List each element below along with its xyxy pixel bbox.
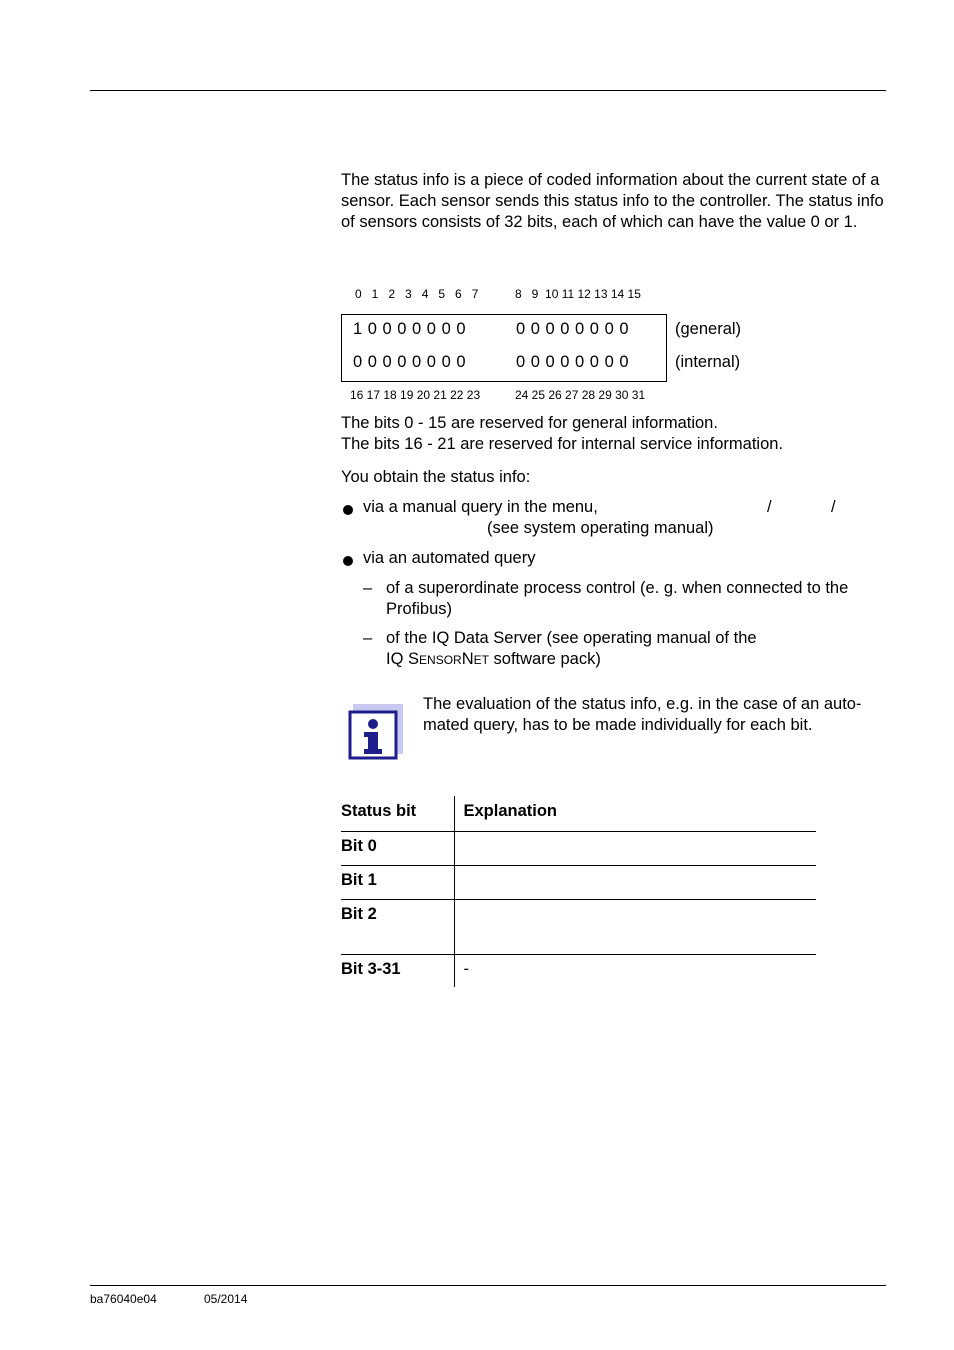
explanation-cell [454,865,816,899]
row-general-b: 0 0 0 0 0 0 0 0 [516,320,629,338]
header-status-bit: Status bit [341,796,454,831]
top-indices-general: 0 1 2 3 4 5 6 7 [355,287,479,301]
footer-date: 05/2014 [204,1292,248,1306]
explanation-cell: - [463,959,469,978]
header-rule [90,90,886,91]
row-general-a: 1 0 0 0 0 0 0 0 [353,320,466,338]
table-row [341,899,816,954]
bullet-manual-line2: (see system operating manual) [487,519,714,537]
explanation-cell [454,831,816,865]
table-row [341,865,816,899]
bullet-automated-query [341,548,886,569]
dash-mark: – [363,579,373,597]
bit-cell: Bit 2 [341,899,454,954]
bullet-slash-2: / [831,498,836,516]
bullet-manual-line1: via a manual query in the menu, [363,498,598,516]
bits-text [341,413,886,455]
dash-sensornet: SensorNet [408,650,489,668]
dash-process-control-text: of a superordinate process control (e. g. when connected to the Profibus) [386,579,849,618]
dash-item-data-server [363,628,886,670]
footer-rule [90,1285,886,1286]
dash-iq: IQ [386,650,409,668]
table-row [341,954,816,987]
dash-mark: – [363,629,373,647]
bit-cell: Bit 0 [341,831,454,865]
top-indices-general-2: 8 9 10 11 12 13 14 15 [515,287,641,301]
bullet-manual-query [341,497,886,539]
bit-cell: Bit 3-31 [341,954,454,987]
bullet-automated-text: via an automated query [363,549,536,567]
row-internal-b: 0 0 0 0 0 0 0 0 [516,353,629,371]
label-general: (general) [675,320,742,338]
bullet-slash-1: / [767,498,772,516]
bottom-indices-b: 24 25 26 27 28 29 30 31 [515,388,646,402]
footer-doc-id: ba76040e04 [90,1292,157,1306]
dash-item-process-control [363,578,886,620]
dash-data-server-line1: of the IQ Data Server (see operating manual of the [386,629,757,647]
bottom-indices-a: 16 17 18 19 20 21 22 23 [350,388,481,402]
intro-paragraph: The status info is a piece of coded information about the current state of a sensor. Each sensor sends this status info to the controller. The status info of sensors consists of 32 bits, each of which can have the value 0 or 1. [341,171,884,231]
header-explanation: Explanation [454,796,816,831]
row-internal-a: 0 0 0 0 0 0 0 0 [353,353,466,371]
explanation-cell [454,899,816,954]
bullet-dot [343,505,353,515]
label-internal: (internal) [675,353,741,371]
bits-line-1: The bits 0 - 15 are reserved for general information. [341,414,718,432]
table-row [341,831,816,865]
status-bit-table [341,796,816,987]
info-note: The evaluation of the status info, e.g. in the case of an auto-mated query, has to be made individually for each bit. [423,695,862,734]
dash-data-server-text [386,628,886,670]
dash-rest: software pack) [488,650,601,668]
bit-cell: Bit 1 [341,865,454,899]
obtain-text: You obtain the status info: [341,468,531,486]
table-header-row [341,796,816,831]
bullet-dot [343,556,353,566]
info-icon [347,704,405,760]
bits-line-2: The bits 16 - 21 are reserved for internal service information. [341,435,784,453]
